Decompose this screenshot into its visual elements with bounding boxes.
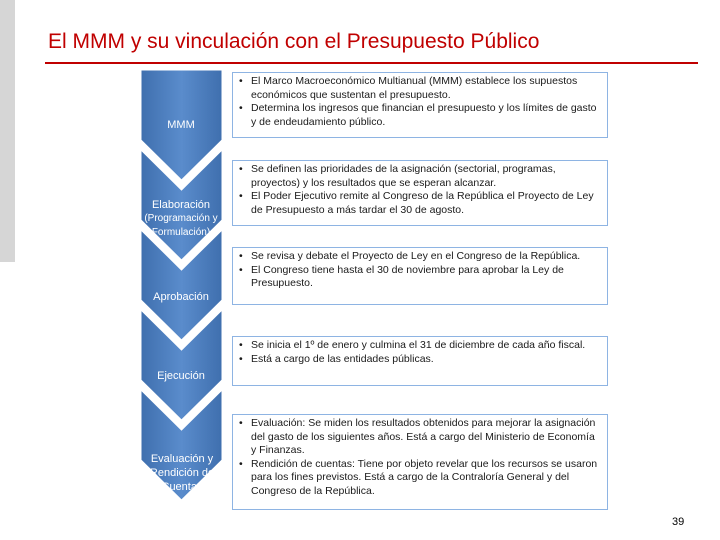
- stage-title: Aprobación: [153, 291, 209, 303]
- stage-title: MMM: [167, 119, 195, 131]
- bullet-item: • Evaluación: Se miden los resultados obtenidos para mejorar la asignación del gasto de los siguientes años. Está a cargo del Ministerio de Economía y Finanzas.: [237, 417, 601, 458]
- bullet-item: • Se revisa y debate el Proyecto de Ley en el Congreso de la República.: [237, 250, 601, 264]
- bullet-item: • El Marco Macroeconómico Multianual (MMM) establece los supuestos económicos que sustentan el presupuesto.: [237, 75, 601, 102]
- stage-label-evaluacion: [140, 452, 224, 494]
- description-box-aprobacion: [232, 247, 608, 305]
- stage-title: Ejecución: [157, 370, 205, 382]
- bullet-item: • Rendición de cuentas: Tiene por objeto revelar que los recursos se usaron para los fines previstos. Está a cargo de la Contraloría General y del Congreso de la República.: [237, 458, 601, 499]
- stage-title: Elaboración: [151, 199, 211, 211]
- bullet-item: • Se inicia el 1º de enero y culmina el 31 de diciembre de cada año fiscal.: [237, 339, 601, 353]
- description-box-evaluacion: [232, 414, 608, 510]
- stage-label-ejecucion: [134, 369, 228, 383]
- stage-label-aprobacion: [134, 290, 228, 304]
- bullet-item: • Está a cargo de las entidades públicas.: [237, 353, 601, 367]
- stage-label-elaboracion: [134, 198, 228, 240]
- bullet-item: • Se definen las prioridades de la asignación (sectorial, programas, proyectos) y los resultados que se esperan alcanzar.: [237, 163, 601, 190]
- stage-subtitle: (Programación y Formulación): [144, 213, 218, 238]
- bullet-item: • El Congreso tiene hasta el 30 de noviembre para aprobar la Ley de Presupuesto.: [237, 264, 601, 291]
- description-box-mmm: [232, 72, 608, 138]
- page-number: 39: [672, 516, 685, 528]
- stage-label-mmm: [134, 118, 228, 132]
- bullet-item: • El Poder Ejecutivo remite al Congreso de la República el Proyecto de Ley de Presupuesto a más tardar el 30 de agosto.: [237, 190, 601, 217]
- description-box-ejecucion: [232, 336, 608, 386]
- bullet-item: • Determina los ingresos que financian el presupuesto y los límites de gasto y de endeudamiento público.: [237, 102, 601, 129]
- stage-title: Evaluación y Rendición de Cuentas: [149, 453, 215, 493]
- slide-title: El MMM y su vinculación con el Presupuesto Público: [48, 30, 540, 53]
- description-box-elaboracion: [232, 160, 608, 226]
